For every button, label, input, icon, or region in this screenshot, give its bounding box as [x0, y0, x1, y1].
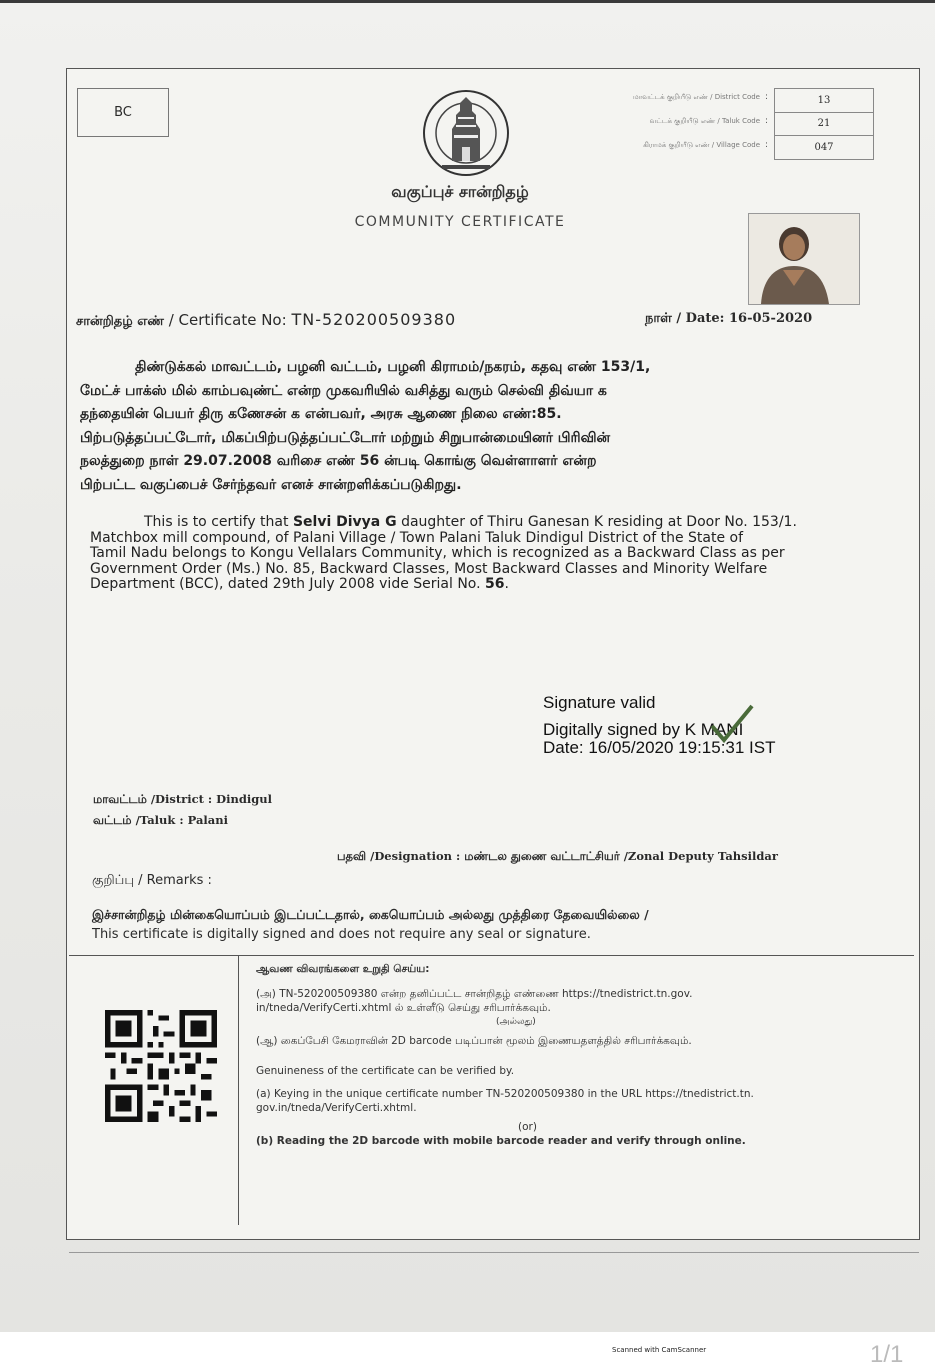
- top-edge: [0, 0, 935, 3]
- english-paragraph: [90, 515, 865, 593]
- category-box: BC: [77, 88, 169, 137]
- code-label: மாவட்டக் குறியீடு எண் / District Code: [633, 93, 760, 101]
- title-tamil: வகுப்புச் சான்றிதழ்: [391, 182, 529, 201]
- signature-date: Date: 16/05/2020 19:15:31 IST: [543, 738, 776, 757]
- tamil-line: தந்தையின் பெயர் திரு கணேசன் க என்பவர், அரசு ஆணை நிலை எண்:85.: [80, 406, 562, 422]
- tamil-paragraph: [80, 356, 850, 497]
- tamil-line: மேட்ச் பாக்ஸ் மில் காம்பவுண்ட் என்ற முகவரியில் வசித்து வரும் செல்வி திவ்யா க: [80, 382, 607, 399]
- english-line: This is to certify that Selvi Divya G daughter of Thiru Ganesan K residing at Door No. 153/1.: [144, 514, 797, 530]
- qr-code-icon: [101, 1010, 221, 1122]
- code-label: வட்டக் குறியீடு எண் / Taluk Code: [649, 117, 760, 125]
- title-english: COMMUNITY CERTIFICATE: [354, 214, 566, 230]
- english-line: Matchbox mill compound, of Palani Village / Town Palani Taluk Dindigul District of the State of: [90, 529, 744, 546]
- taluk-code-row: வட்டக் குறியீடு எண் / Taluk Code : 21: [560, 112, 875, 136]
- certificate-number-line: [76, 310, 456, 330]
- holder-name: Selvi Divya G: [292, 514, 397, 530]
- district-taluk: [93, 789, 272, 831]
- certificate-number: TN-520200509380: [291, 310, 457, 329]
- verify-en-head: Genuineness of the certificate can be verified by.: [256, 1065, 515, 1077]
- remarks-label: குறிப்பு / Remarks :: [92, 873, 212, 888]
- designation-line: பதவி /Designation : மண்டல துணை வட்டாட்சியர் /Zonal Deputy Tahsildar: [337, 849, 778, 863]
- date-label: / Date:: [676, 311, 725, 326]
- verify-ta-b: (ஆ) கைப்பேசி கேமராவின் 2D barcode படிப்பான் மூலம் இணையதளத்தில் சரிபார்க்கவும்.: [256, 1035, 692, 1047]
- verify-en-a-url: gov.in/tneda/VerifyCerti.xhtml.: [256, 1102, 417, 1114]
- verify-ta-a: (அ) TN-520200509380 என்ற தனிப்பட்ட சான்றிதழ் எண்ணை https://tnedistrict.tn.gov.: [256, 988, 693, 1000]
- verify-en-or: (or): [518, 1121, 537, 1133]
- remarks-tamil: இச்சான்றிதழ் மின்கையொப்பம் இடப்பட்டதால், கையொப்பம் அல்லது முத்திரை தேவையில்லை /: [92, 907, 649, 922]
- village-code-row: கிராமக் குறியீடு எண் / Village Code : 047: [560, 136, 875, 160]
- verify-en-b: (b) Reading the 2D barcode with mobile barcode reader and verify through online.: [256, 1135, 746, 1147]
- tamil-line: நலத்துறை நாள் 29.07.2008 வரிசை எண் 56 ன்படி கொங்கு வெள்ளாளர் என்ற: [80, 453, 597, 469]
- village-code: 047: [774, 136, 874, 160]
- verify-ta-a-url: in/tneda/VerifyCerti.xhtml ல் உள்ளீடு செய்து சரிபார்க்கவும்.: [256, 1002, 551, 1014]
- district-code: 13: [774, 88, 874, 113]
- cert-no-label-ta: சான்றிதழ் எண்: [76, 314, 164, 329]
- date-line: [645, 311, 812, 327]
- date-label-ta: நாள்: [645, 311, 672, 326]
- code-table: [560, 88, 875, 160]
- scanner-watermark: Scanned with CamScanner: [612, 1346, 707, 1354]
- signature-status: Signature valid: [543, 693, 656, 712]
- page-bottom-line: [69, 1252, 919, 1253]
- tamil-line: பிற்பட்ட வகுப்பைச் சேர்ந்தவர் எனச் சான்றளிக்கப்படுகிறது.: [80, 476, 462, 493]
- english-line: Department (BCC), dated 29th July 2008 vide Serial No. 56.: [90, 576, 509, 592]
- signature-signer: Digitally signed by K MANI: [543, 720, 744, 739]
- tamil-line: பிற்படுத்தப்பட்டோர், மிகப்பிற்படுத்தப்பட்டோர் மற்றும் சிறுபான்மையினர் பிரிவின்: [80, 429, 611, 446]
- tamil-line: திண்டுக்கல் மாவட்டம், பழனி வட்டம், பழனி கிராமம்/நகரம், கதவு எண் 153/1,: [135, 359, 651, 375]
- verification-instructions: [256, 962, 876, 1148]
- remarks-english: This certificate is digitally signed and does not require any seal or signature.: [92, 927, 591, 942]
- remarks-text: [92, 905, 649, 945]
- english-line: Government Order (Ms.) No. 85, Backward Classes, Most Backward Classes and Minority Welfare: [90, 560, 768, 577]
- issue-date: 16-05-2020: [728, 311, 813, 326]
- cert-no-label: / Certificate No:: [168, 311, 287, 329]
- code-label: கிராமக் குறியீடு எண் / Village Code: [643, 141, 760, 149]
- serial-number: 56: [485, 576, 505, 592]
- district-code-row: மாவட்டக் குறியீடு எண் / District Code : 13: [560, 88, 875, 112]
- person-photo-icon: [749, 214, 859, 304]
- district-line: மாவட்டம் /District : Dindigul: [93, 792, 273, 806]
- page-indicator: 1/1: [870, 1341, 904, 1368]
- verify-en-a: (a) Keying in the unique certificate number TN-520200509380 in the URL https://tnedistrict.tn.: [256, 1088, 754, 1100]
- signature-check-icon: [708, 700, 756, 748]
- taluk-code: 21: [774, 112, 874, 136]
- taluk-line: வட்டம் /Taluk : Palani: [93, 813, 228, 827]
- verify-ta-head: ஆவண விவரங்களை உறுதி செய்ய:: [256, 963, 430, 975]
- english-line: Tamil Nadu belongs to Kongu Vellalars Community, which is recognized as a Backward Class as per: [90, 545, 785, 561]
- applicant-photo: [748, 213, 860, 305]
- verify-ta-or: (அல்லது): [496, 1017, 536, 1027]
- tamil-nadu-emblem-icon: [412, 89, 520, 179]
- verification-divider: [238, 955, 239, 1225]
